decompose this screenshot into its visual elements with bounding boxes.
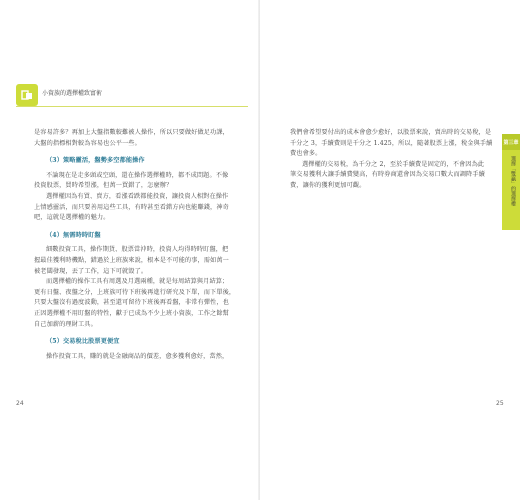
paragraph-line: 選擇權因為有買、賣方，看漲看跌都能投資，讓投資人相對在操作: [46, 192, 229, 200]
header-divider: [16, 106, 248, 107]
paragraph-line: 是容易許多？再加上大盤指數較難被人操作，所以只要做好做足功課，: [34, 129, 229, 136]
chapter-label: 第三章: [502, 134, 520, 150]
left-body-text: [34, 128, 246, 362]
section-heading-3: （3）策略靈活，盤勢多空都能操作: [46, 157, 145, 165]
page-number-right: 25: [496, 400, 504, 407]
header-title: 小資族的選擇權致富術: [42, 90, 103, 97]
paragraph-line: 自己加薪的理財工具。: [34, 320, 97, 328]
paragraph-line: 大盤的指標相對較為容易也公平一些。: [34, 139, 141, 147]
paragraph-line: 而選擇權的操作工具有周選及月選兩種，就是每周結算與月結算；: [46, 278, 229, 286]
paragraph-line: 被老闆發現，丟了工作，這下可就毀了。: [34, 267, 148, 275]
paragraph-line: 更有日盤、夜盤之分，上班族可待下班後再進行研究及下單，而下單後，: [34, 288, 236, 296]
paragraph-line: 操作投資工具，賺的就是金融商品的價差，愈多獲利愈好，當然，: [46, 352, 229, 360]
paragraph-line: 費，讓你的獲利更加可觀。: [290, 181, 366, 189]
section-heading-4: （4）無需時時盯盤: [46, 231, 101, 239]
paragraph-line: 吧，這就是選擇權的魅力。: [34, 214, 110, 222]
book-icon: [16, 84, 38, 106]
paragraph-line: 正因選擇權不用盯盤的特性，獻于已成為不少上班小資族，工作之餘幫: [34, 309, 229, 317]
section-heading-5: （5）交易稅比股票更便宜: [46, 338, 120, 346]
paragraph-line: 只要大盤沒有過度波動，甚至還可留待下班後再看盤，非常有彈性，也: [34, 299, 229, 307]
paragraph-line: 我們會希望要付出的成本會愈少愈好，以股票來說，賣出時的交易稅，是: [290, 129, 492, 136]
page-number-left: 24: [16, 400, 24, 407]
paragraph-line: 千分之 3，手續費則是千分之 1.425，所以，隨著股票上漲，稅金與手續: [290, 139, 493, 147]
chapter-tab-text: 選擇「雙贏」的選擇權: [510, 156, 516, 206]
paragraph-line: 筆交易獲利大讓手續費變高，有時券商還會因為交易口數大而調降手續: [290, 171, 485, 179]
right-page: [260, 0, 520, 500]
paragraph-line: 選擇權的交易稅，為千分之 2，至於手續費是固定的，不會因為此: [302, 160, 485, 168]
paragraph-line: 上情感靈活，而只要善用這些工具，有時甚至看錯方向也能賺錢，神奇: [34, 203, 229, 211]
book-glyph-icon: [20, 88, 34, 102]
paragraph-line: 握最佳獲利時機點，錯過於上班族來說，根本是不可能的事，需如萬一: [34, 256, 229, 264]
right-body-text: [290, 128, 502, 192]
paragraph-line: 不論現在是走多頭或空頭，還在操作選擇權時，都不成問題。不像: [46, 171, 229, 179]
paragraph-line: 費也會多。: [290, 150, 322, 158]
paragraph-line: 投資股票，買時希望漲，但萬一買錯了，怎麼辦？: [34, 182, 173, 190]
paragraph-line: 細數投資工具，操作期貨、股票當沖時，投資人均得時時盯盤，把: [46, 246, 229, 254]
